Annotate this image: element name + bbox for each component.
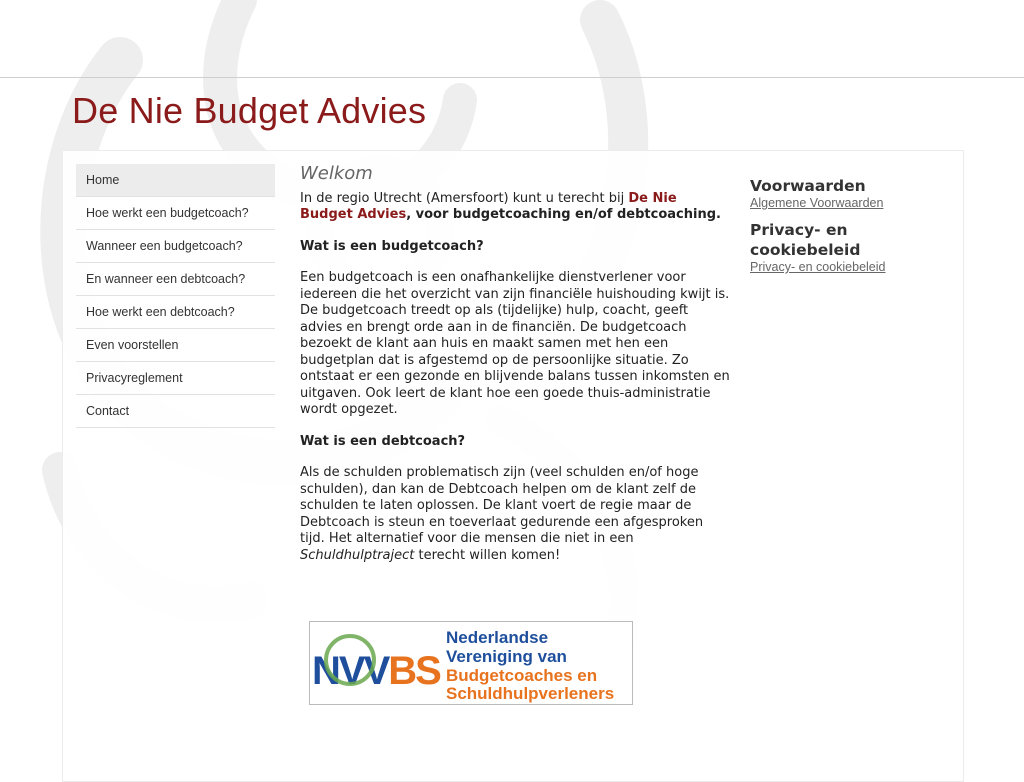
privacy-cookiebeleid-link[interactable]: Privacy- en cookiebeleid [750,260,886,274]
logo-line-4: Schuldhulpverleners [446,684,615,703]
site-title[interactable]: De Nie Budget Advies [72,90,427,131]
section-heading-debtcoach: Wat is een debtcoach? [300,433,466,449]
debtcoach-text-end: terecht willen komen! [414,547,561,563]
header-divider [0,77,1024,78]
right-sidebar [750,176,960,284]
logo-line-3: Budgetcoaches en [446,666,598,685]
intro-paragraph [300,191,730,224]
section-heading-budgetcoach: Wat is een budgetcoach? [300,238,484,254]
nav-item-wanneer-debtcoach[interactable]: En wanneer een debtcoach? [76,263,275,296]
nav-item-home[interactable]: Home [76,164,275,197]
intro-text: In de regio Utrecht (Amersfoort) kunt u terecht bij [300,190,629,206]
logo-abbr-vv: VV [338,649,389,693]
voorwaarden-heading: Voorwaarden [750,177,866,195]
sidebar-nav [76,164,275,428]
page-heading: Welkom [300,163,373,184]
privacy-heading: Privacy- en cookiebeleid [750,221,861,259]
logo-abbr-n: N [312,649,339,693]
nav-item-contact[interactable]: Contact [76,395,275,428]
svg-text:NVVBS [312,649,441,693]
brand-name: De Nie Budget Advies [300,190,677,222]
nav-item-even-voorstellen[interactable]: Even voorstellen [76,329,275,362]
schuldhulptraject-term: Schuldhulptraject [300,547,415,563]
intro-emphasis: , voor budgetcoaching en/of debtcoaching. [406,207,721,222]
section-text-budgetcoach: Een budgetcoach is een onafhankelijke dienstverlener voor iedereen die het overzicht van zijn financiële huishouding kwijt is. De budgetcoach treedt op als (tijdelijke) hulp, coacht, geeft advies en brengt orde aan in de financiën. De budgetcoach bezoekt de klant aan huis en maakt samen met hen een budgetplan dat is afgestemd op de persoonlijke situatie. Zo ontstaat er een gezonde en blijvende balans tussen inkomsten en uitgaven. Ook leert de klant hoe een goede thuis-administratie wordt opgezet. [300,270,730,417]
nvvbs-logo[interactable] [309,621,633,705]
nav-item-hoe-werkt-budgetcoach[interactable]: Hoe werkt een budgetcoach? [76,197,275,230]
logo-line-1: Nederlandse [446,628,549,647]
nav-item-wanneer-budgetcoach[interactable]: Wanneer een budgetcoach? [76,230,275,263]
section-text-debtcoach [300,465,730,564]
nav-item-hoe-werkt-debtcoach[interactable]: Hoe werkt een debtcoach? [76,296,275,329]
debtcoach-text: Als de schulden problematisch zijn (veel schulden en/of hoge schulden), dan kan de Debtcoach helpen om de klant zelf de schulden te laten oplossen. De klant voert de regie maar de Debtcoach is steun en toeverlaat gedurende een afgesproken tijd. Het alternatief voor die mensen die niet in een [300,465,704,546]
logo-line-2: Vereniging van [446,647,567,666]
nav-item-privacyreglement[interactable]: Privacyreglement [76,362,275,395]
article [300,163,730,579]
algemene-voorwaarden-link[interactable]: Algemene Voorwaarden [750,196,884,210]
logo-abbr-bs: BS [388,649,440,693]
